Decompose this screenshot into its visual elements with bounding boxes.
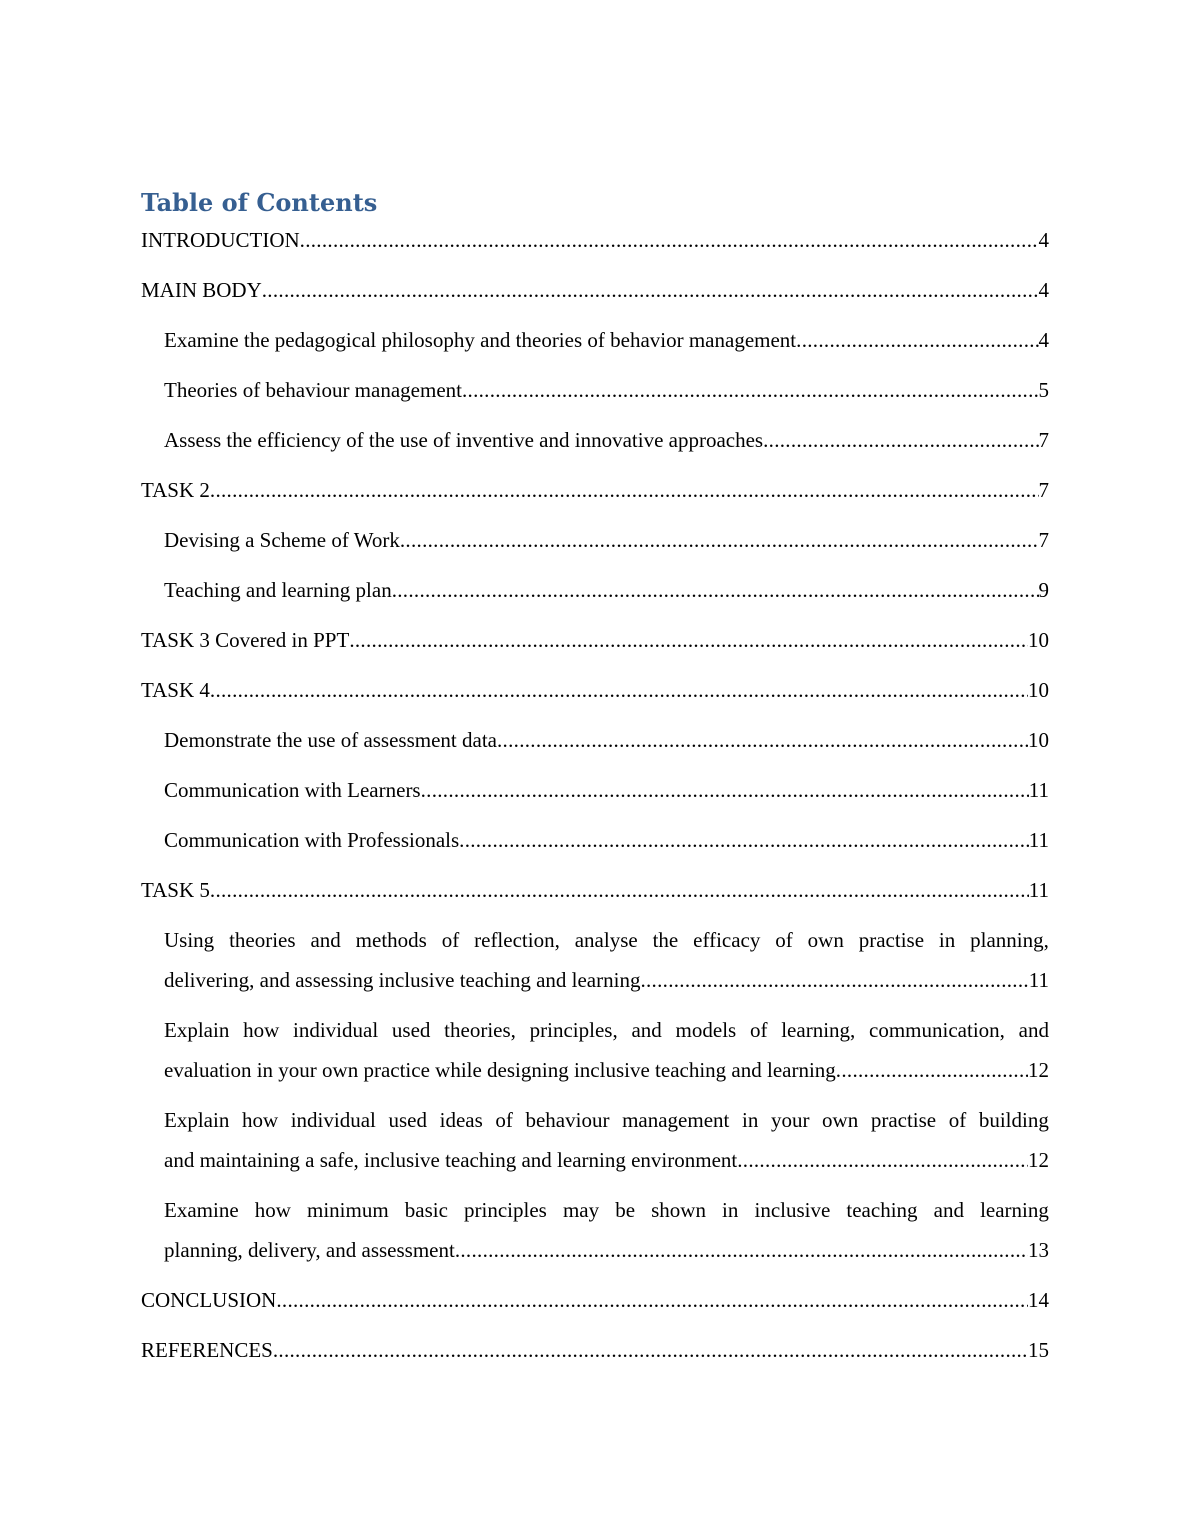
toc-entry-text: TASK 4: [141, 678, 210, 702]
toc-entry-text: Demonstrate the use of assessment data: [164, 728, 497, 752]
toc-entry-text: TASK 3 Covered in PPT: [141, 628, 350, 652]
toc-entry-communication-professionals[interactable]: [164, 820, 1049, 860]
toc-entry-theories-behaviour[interactable]: [164, 370, 1049, 410]
toc-entry-page: 5: [1038, 378, 1049, 402]
dot-leader: [210, 470, 1039, 510]
dot-leader: [392, 570, 1039, 610]
toc-entry-page: 7: [1038, 428, 1049, 452]
toc-entry-page: 11: [1028, 968, 1049, 992]
toc-entry-task-4[interactable]: [141, 670, 1049, 710]
toc-entry-text: MAIN BODY: [141, 278, 262, 302]
toc-entry-text-line2: delivering, and assessing inclusive teaching and learning: [164, 968, 641, 992]
toc-title: Table of Contents: [141, 188, 378, 217]
dot-leader: [640, 960, 1028, 1000]
toc-entry-text: Devising a Scheme of Work: [164, 528, 400, 552]
dot-leader: [349, 620, 1028, 660]
dot-leader: [400, 520, 1039, 560]
toc-entry-page: 4: [1038, 328, 1049, 352]
dot-leader: [462, 370, 1039, 410]
toc-entry-text-line2: planning, delivery, and assessment: [164, 1238, 455, 1262]
toc-entry-teaching-plan[interactable]: [164, 570, 1049, 610]
toc-entry-theories-principles-models[interactable]: [164, 1010, 1049, 1090]
toc-entry-text: TASK 5: [141, 878, 210, 902]
toc-entry-text: Examine the pedagogical philosophy and theories of behavior management: [164, 328, 797, 352]
toc-entry-main-body[interactable]: [141, 270, 1049, 310]
toc-entry-page: 11: [1028, 778, 1049, 802]
toc-entry-assessment-data[interactable]: [164, 720, 1049, 760]
toc-entry-text-line1: Explain how individual used ideas of behaviour management in your own practise of building: [164, 1108, 1049, 1132]
toc-entry-text: INTRODUCTION: [141, 228, 300, 252]
toc-entry-text-line1: Explain how individual used theories, principles, and models of learning, communication, and: [164, 1018, 1049, 1042]
toc-entry-page: 12: [1028, 1058, 1049, 1082]
toc-entry-introduction[interactable]: [141, 220, 1049, 260]
toc-entry-page: 9: [1038, 578, 1049, 602]
dot-leader: [459, 820, 1029, 860]
toc-entry-scheme-of-work[interactable]: [164, 520, 1049, 560]
toc-entry-page: 7: [1038, 528, 1049, 552]
toc-entry-reflection-efficacy[interactable]: [164, 920, 1049, 1000]
toc-entry-text: REFERENCES: [141, 1338, 273, 1362]
toc-entry-text-line2: and maintaining a safe, inclusive teaching and learning environment: [164, 1148, 738, 1172]
dot-leader: [210, 670, 1028, 710]
toc-entry-text: Communication with Learners: [164, 778, 421, 802]
toc-entry-page: 10: [1028, 628, 1049, 652]
toc-entry-text-line1: Examine how minimum basic principles may be shown in inclusive teaching and learning: [164, 1198, 1049, 1222]
toc-entry-task-5[interactable]: [141, 870, 1049, 910]
toc-entry-page: 4: [1038, 278, 1049, 302]
toc-entry-text: Theories of behaviour management: [164, 378, 462, 402]
dot-leader: [737, 1140, 1028, 1180]
toc-entry-page: 10: [1028, 678, 1049, 702]
toc-entry-communication-learners[interactable]: [164, 770, 1049, 810]
toc-entry-text: Assess the efficiency of the use of inventive and innovative approaches: [164, 428, 764, 452]
dot-leader: [273, 1330, 1028, 1370]
toc-entry-page: 14: [1028, 1288, 1049, 1312]
toc-entry-task-2[interactable]: [141, 470, 1049, 510]
dot-leader: [763, 420, 1038, 460]
dot-leader: [300, 220, 1039, 260]
toc-entry-text-line1: Using theories and methods of reflection, analyse the efficacy of own practise in planning,: [164, 928, 1049, 952]
toc-entry-text: CONCLUSION: [141, 1288, 277, 1312]
toc-entry-assess-efficiency[interactable]: [164, 420, 1049, 460]
toc-entry-page: 11: [1028, 878, 1049, 902]
dot-leader: [262, 270, 1039, 310]
toc-entry-page: 11: [1028, 828, 1049, 852]
toc-entry-references[interactable]: [141, 1330, 1049, 1370]
toc-entry-text: Teaching and learning plan: [164, 578, 392, 602]
toc-entry-text: Communication with Professionals: [164, 828, 460, 852]
toc-entry-page: 13: [1028, 1238, 1049, 1262]
toc-entry-page: 12: [1028, 1148, 1049, 1172]
toc-entry-text-line2: evaluation in your own practice while designing inclusive teaching and learning: [164, 1058, 836, 1082]
toc-entry-conclusion[interactable]: [141, 1280, 1049, 1320]
toc-entry-page: 10: [1028, 728, 1049, 752]
toc-entry-text: TASK 2: [141, 478, 210, 502]
dot-leader: [497, 720, 1028, 760]
toc-entry-page: 4: [1038, 228, 1049, 252]
dot-leader: [455, 1230, 1028, 1270]
toc-entry-behaviour-management-ideas[interactable]: [164, 1100, 1049, 1180]
toc-entry-minimum-basic-principles[interactable]: [164, 1190, 1049, 1270]
dot-leader: [210, 870, 1029, 910]
toc-entry-page: 15: [1028, 1338, 1049, 1362]
dot-leader: [796, 320, 1038, 360]
toc-entry-page: 7: [1038, 478, 1049, 502]
toc-entry-task-3[interactable]: [141, 620, 1049, 660]
dot-leader: [836, 1050, 1028, 1090]
toc-entry-pedagogical-philosophy[interactable]: [164, 320, 1049, 360]
dot-leader: [276, 1280, 1028, 1320]
dot-leader: [421, 770, 1029, 810]
table-of-contents: [141, 220, 1049, 1380]
